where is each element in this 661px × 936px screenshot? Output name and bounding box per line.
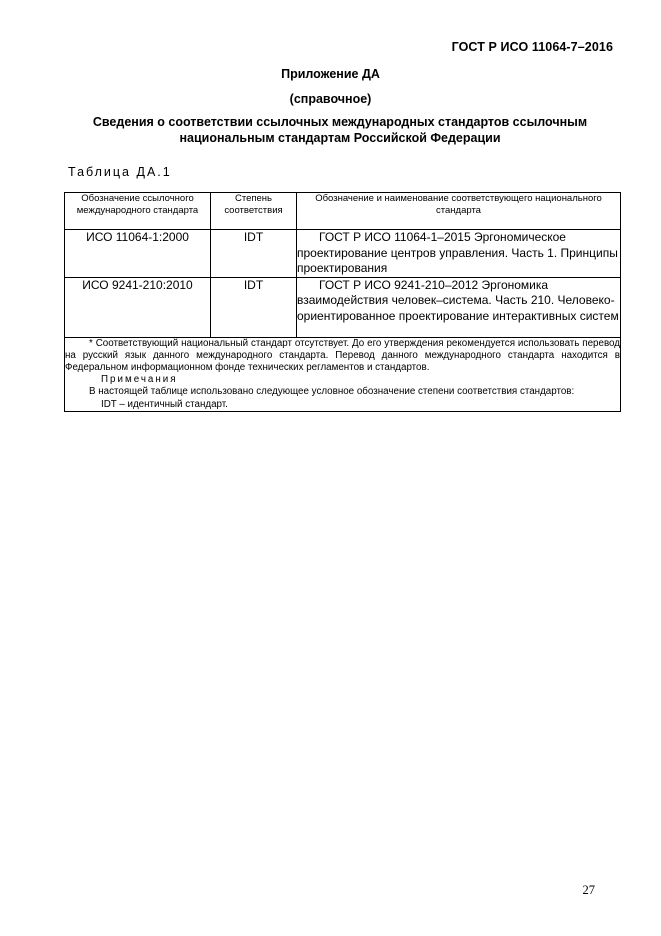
table-row [65,277,621,337]
document-code: ГОСТ Р ИСО 11064-7–2016 [451,40,613,54]
appendix-subtitle: (справочное) [289,92,372,106]
appendix-heading: Сведения о соответствии ссылочных международных стандартов ссылочным национальным стандартам Российской Федерации [92,115,588,145]
correspondence-table [64,192,621,412]
notes-label: Примечания [101,374,178,386]
column-header-intl: Обозначение ссылочного международного стандарта [65,193,211,230]
footnote-text: * Соответствующий национальный стандарт отсутствует. До его утверждения рекомендуется использовать перевод на русский язык данного международного стандарта. Перевод данного международного стандарта находится в Федеральном информационном фонде технических регламентов и стандартов. [65,337,620,373]
idt-definition: IDT – идентичный стандарт. [101,398,228,410]
table-footnote-cell [65,337,621,411]
intl-standard-cell: ИСО 11064-1:2000 [65,230,211,278]
table-footer-row [65,337,621,411]
national-standard-cell [297,277,621,337]
intl-standard-cell: ИСО 9241-210:2010 [65,277,211,337]
degree-cell: IDT [211,230,297,278]
table-header-row [65,193,621,230]
page-number: 27 [582,883,595,897]
table-caption: Таблица ДА.1 [68,165,172,179]
national-standard-cell [297,230,621,278]
column-header-degree: Степень соответствия [211,193,297,230]
national-standard-text: ГОСТ Р ИСО 9241-210–2012 Эргономика взаимодействия человек–система. Часть 210. Человеко-ориентированное проектирование интерактивных систем [297,277,619,323]
national-standard-text: ГОСТ Р ИСО 11064-1–2015 Эргономическое проектирование центров управления. Часть 1. Принципы проектирования [297,230,618,275]
column-header-national: Обозначение и наименование соответствующего национального стандарта [297,193,621,230]
degree-cell: IDT [211,277,297,337]
notes-text: В настоящей таблице использовано следующее условное обозначение степени соответствия стандартов: [89,386,575,398]
appendix-title: Приложение ДА [281,67,380,81]
table-row [65,230,621,278]
